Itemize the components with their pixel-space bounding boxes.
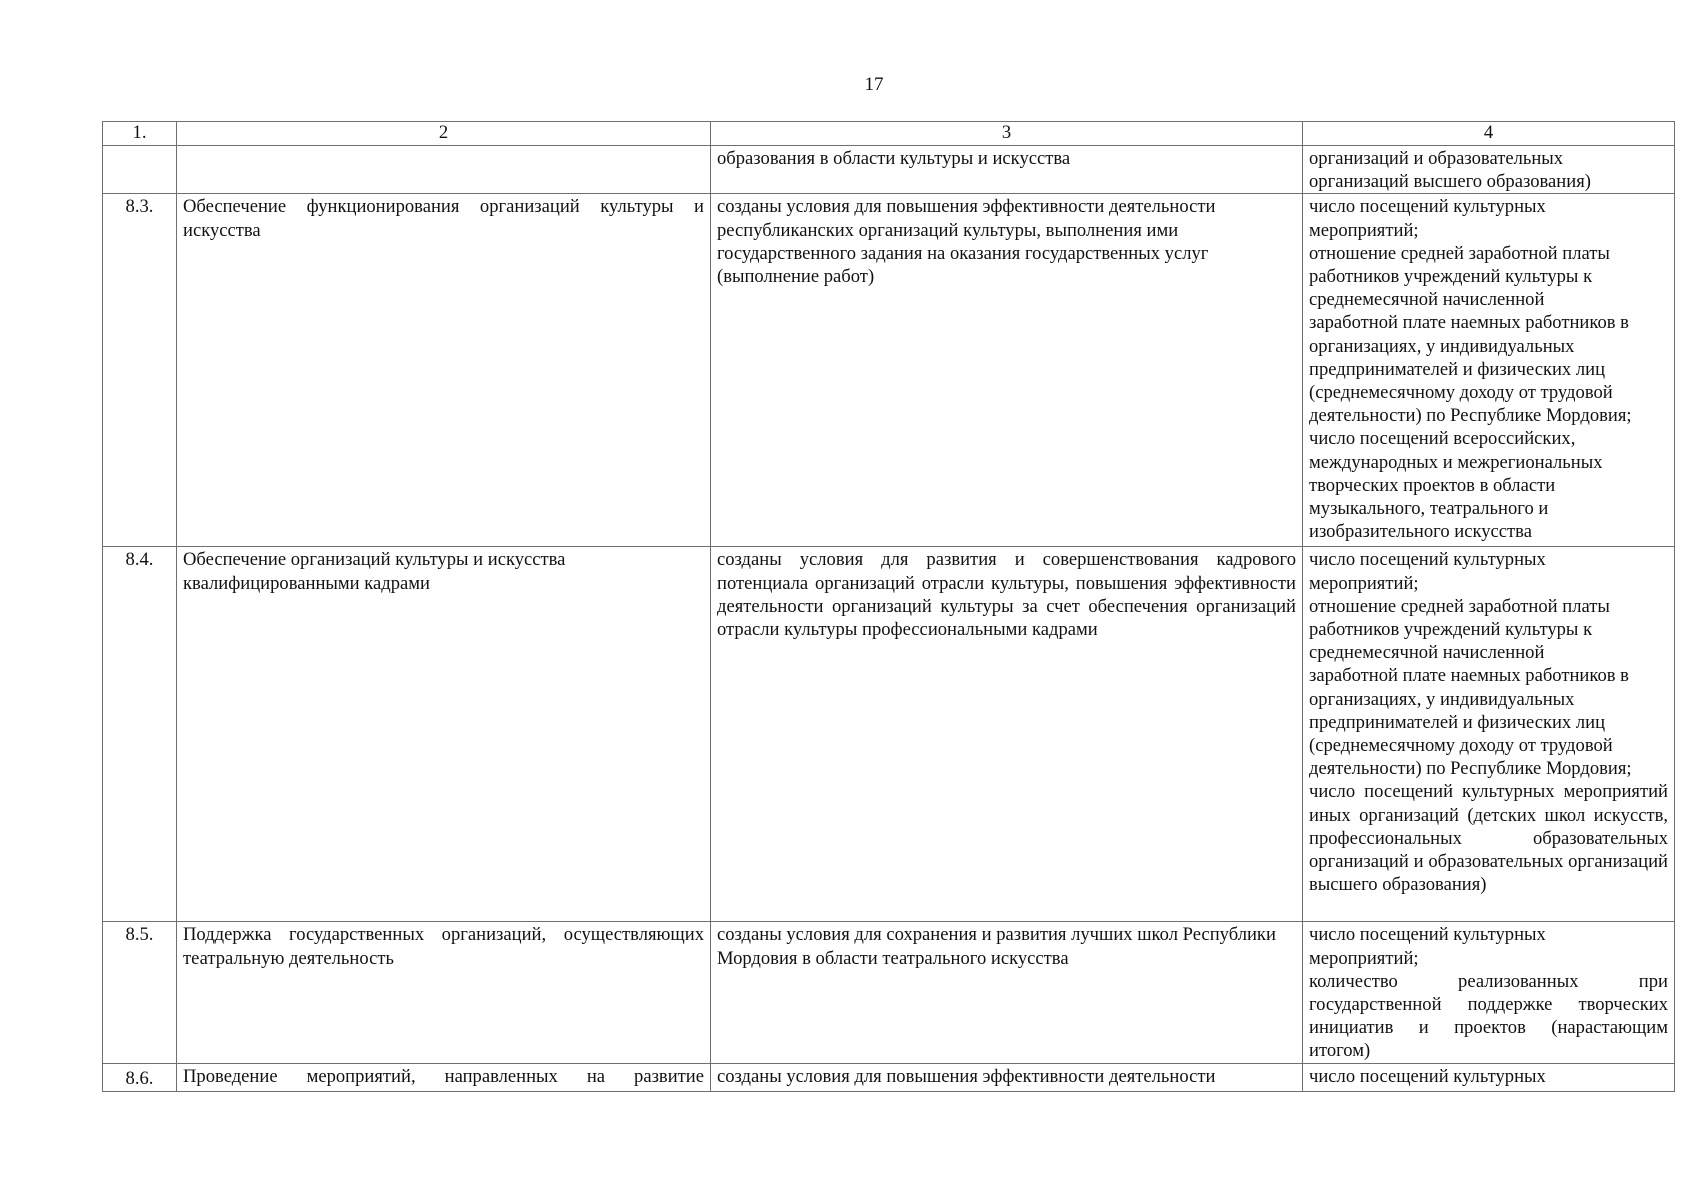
indicator-line: международных и межрегиональных xyxy=(1309,451,1603,473)
indicator-line: организациях, у индивидуальных xyxy=(1309,688,1575,710)
expected-result: созданы условия для развития и совершенствования кадрового потенциала организаций отрасли культуры, повышения эффективности деятельности организаций культуры за счет обеспечения организаций отрасли культуры профессиональными кадрами xyxy=(711,547,1303,922)
table-row-8-5 xyxy=(103,922,1675,1063)
indicators xyxy=(1303,547,1675,922)
expected-result: образования в области культуры и искусства xyxy=(711,146,1303,194)
event-name xyxy=(177,146,711,194)
event-name: Обеспечение организаций культуры и искусства квалифицированными кадрами xyxy=(177,547,711,922)
row-number xyxy=(103,146,177,194)
indicator-line: работников учреждений культуры к xyxy=(1309,619,1593,641)
row-number: 8.3. xyxy=(103,194,177,547)
row-number: 8.4. xyxy=(103,547,177,922)
event-name: Обеспечение функционирования организаций культуры и искусства xyxy=(177,194,711,547)
table-row-continuation xyxy=(103,146,1675,194)
indicator-paragraph: число посещений культурных мероприятий иных организаций (детских школ искусств, профессиональных образовательных организаций и образовательных организаций высшего образования) xyxy=(1309,781,1668,896)
indicator-line: мероприятий; xyxy=(1309,572,1419,594)
indicator-line: деятельности) по Республике Мордовия; xyxy=(1309,758,1632,780)
table-header-row xyxy=(103,122,1675,146)
indicator-line: отношение средней заработной платы xyxy=(1309,242,1610,264)
event-name: Проведение мероприятий, направленных на развитие xyxy=(177,1063,711,1091)
table-row-8-4 xyxy=(103,547,1675,922)
indicator-line: число посещений всероссийских, xyxy=(1309,428,1576,450)
indicator-line: число посещений культурных xyxy=(1309,924,1546,946)
event-name: Поддержка государственных организаций, осуществляющих театральную деятельность xyxy=(177,922,711,1063)
indicator-line: организациях, у индивидуальных xyxy=(1309,335,1575,357)
indicators xyxy=(1303,1063,1675,1091)
indicator-line: работников учреждений культуры к xyxy=(1309,266,1593,288)
indicator-line: среднемесячной начисленной xyxy=(1309,642,1545,664)
indicator-line: заработной плате наемных работников в xyxy=(1309,665,1629,687)
table-row-8-3 xyxy=(103,194,1675,547)
indicator-line: отношение средней заработной платы xyxy=(1309,595,1610,617)
indicator-line: изобразительного искусства xyxy=(1309,521,1532,543)
expected-result: созданы условия для повышения эффективности деятельности республиканских организаций культуры, выполнения ими государственного задания на оказания государственных услуг (выполнение работ) xyxy=(711,194,1303,547)
indicator-line: число посещений культурных xyxy=(1309,1065,1546,1087)
indicators xyxy=(1303,922,1675,1063)
header-col-4: 4 xyxy=(1303,122,1675,146)
indicator-line: деятельности) по Республике Мордовия; xyxy=(1309,405,1632,427)
indicator-line: организаций высшего образования) xyxy=(1309,171,1591,193)
expected-result: созданы условия для повышения эффективности деятельности xyxy=(711,1063,1303,1091)
indicator-line: мероприятий; xyxy=(1309,947,1419,969)
indicator-paragraph: количество реализованных при государственной поддержке творческих инициатив и проектов (нарастающим итогом) xyxy=(1309,970,1668,1062)
indicator-line: организаций и образовательных xyxy=(1309,148,1564,169)
indicator-line: среднемесячной начисленной xyxy=(1309,289,1545,311)
program-table xyxy=(102,121,1675,1092)
indicator-line: предпринимателей и физических лиц xyxy=(1309,711,1606,733)
header-col-3: 3 xyxy=(711,122,1303,146)
indicator-line: (среднемесячному доходу от трудовой xyxy=(1309,735,1613,757)
indicator-line: творческих проектов в области xyxy=(1309,474,1556,496)
indicator-line: мероприятий; xyxy=(1309,219,1419,241)
page-number: 17 xyxy=(864,74,884,95)
indicator-line: музыкального, театрального и xyxy=(1309,498,1549,520)
expected-result: созданы условия для сохранения и развития лучших школ Республики Мордовия в области театрального искусства xyxy=(711,922,1303,1063)
indicator-line: (среднемесячному доходу от трудовой xyxy=(1309,382,1613,404)
indicator-line: число посещений культурных xyxy=(1309,549,1546,571)
indicator-line: число посещений культурных xyxy=(1309,196,1546,218)
table-row-8-6 xyxy=(103,1063,1675,1091)
indicators xyxy=(1303,146,1675,194)
indicator-line: заработной плате наемных работников в xyxy=(1309,312,1629,334)
row-number: 8.5. xyxy=(103,922,177,1063)
header-col-2: 2 xyxy=(177,122,711,146)
header-col-1: 1. xyxy=(103,122,177,146)
row-number: 8.6. xyxy=(103,1063,177,1091)
indicators xyxy=(1303,194,1675,547)
indicator-line: предпринимателей и физических лиц xyxy=(1309,358,1606,380)
